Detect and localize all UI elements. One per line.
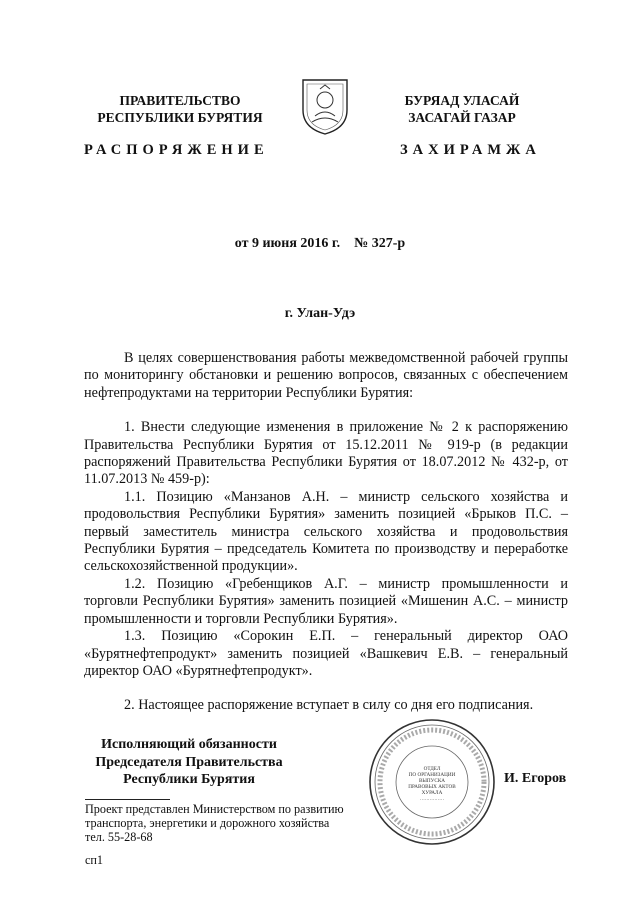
project-note-phone: тел. 55-28-68 [85,830,153,844]
header-left-line2: РЕСПУБЛИКИ БУРЯТИЯ [97,110,263,125]
footer-divider [85,799,170,800]
svg-text:ВЫПУСКА: ВЫПУСКА [418,778,446,784]
svg-text:ПО ОРГАНИЗАЦИИ: ПО ОРГАНИЗАЦИИ [408,772,456,778]
header-right-title [372,92,552,126]
doc-type-left: РАСПОРЯЖЕНИЕ [84,142,269,158]
svg-text:ОТДЕЛ: ОТДЕЛ [423,766,441,772]
header-left-line1: ПРАВИТЕЛЬСТВО [119,93,241,108]
item-1-3-paragraph: 1.3. Позицию «Сорокин Е.П. – генеральный директор ОАО «Бурятнефтепродукт» заменить позицией «Вашкевич Е.В. – генеральный директор ОАО «Бурятнефтепродукт». [84,628,568,679]
header-left-title [90,92,270,126]
svg-text:……………: …………… [420,797,444,802]
item-1-2-paragraph: 1.2. Позицию «Гребенщиков А.Г. – министр промышленности и торговли Республики Бурятия» заменить позицией «Мишенин А.С. – министр промышленности и торговли Республики Бурятия». [84,575,568,627]
official-stamp [368,718,496,846]
signatory-title-line3: Республики Бурятия [123,772,255,787]
project-note-line1: Проект представлен Министерством по развитию [85,802,344,816]
signatory-name: И. Егоров [504,771,567,786]
preamble-paragraph: В целях совершенствования работы межведомственной рабочей группы по мониторингу обстановки и решению вопросов, связанных с обеспечением нефтепродуктами на территории Республики Бурятия: [84,350,568,401]
signatory-title [84,736,294,789]
item-1-paragraph: 1. Внести следующие изменения в приложение № 2 к распоряжению Правительства Республики Бурятия от 15.12.2011 № 919-р (в редакции распоряжений Правительства Республики Бурятия от 18.07.2012 № 432-р, от 11.07.2013 № 459-р): [84,419,568,488]
project-note-line2: транспорта, энергетики и дорожного хозяйства [85,816,330,830]
city: г. Улан-Удэ [284,306,356,321]
doc-type-right: ЗАХИРАМЖА [400,142,541,158]
signatory-title-line2: Председателя Правительства [95,754,283,770]
project-note [85,802,385,844]
header-right-line1: БУРЯАД УЛАСАЙ [404,93,520,108]
item-1-1-paragraph: 1.1. Позицию «Манзанов А.Н. – министр сельского хозяйства и продовольствия Республики Бурятия» заменить позицией «Брыков П.С. – первый заместитель министра сельского хозяйства и продовольствия Республики Бурятия – председатель Комитета по производству и переработке сельскохозяйственной продукции». [84,488,568,575]
document-code: сп1 [85,853,104,867]
coat-of-arms-icon [298,76,352,136]
date-number: от 9 июня 2016 г. № 327-р [234,236,406,251]
header-right-line2: ЗАСАГАЙ ГАЗАР [408,110,516,125]
signatory-title-line1: Исполняющий обязанности [101,737,277,752]
svg-text:ПРАВОВЫХ АКТОВ: ПРАВОВЫХ АКТОВ [408,784,456,790]
item-2-paragraph: 2. Настоящее распоряжение вступает в силу со дня его подписания. [124,697,534,714]
svg-text:ХУРАЛА: ХУРАЛА [421,790,443,796]
document-body [84,350,568,715]
